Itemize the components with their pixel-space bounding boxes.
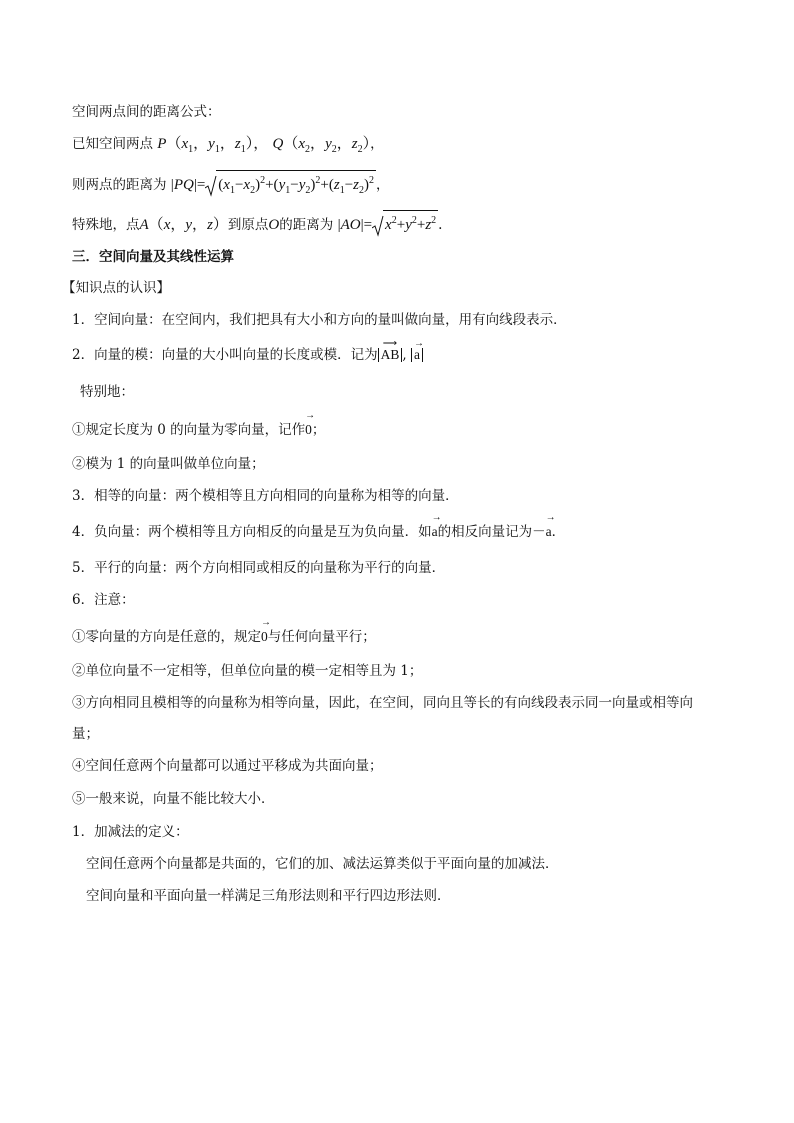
pq-formula: |PQ|= [170, 177, 206, 193]
text: 到原点 [227, 217, 269, 233]
paragraph-1: 1．空间向量：在空间内，我们把具有大小和方向的量叫做向量，用有向线段表示． [72, 312, 567, 328]
vector-a-modulus: → a [411, 348, 423, 362]
paragraph-3: 3．相等的向量：两个模相等且方向相同的向量称为相等的向量． [72, 488, 459, 504]
vector-ab-modulus: ⟶ AB [378, 348, 403, 362]
text: 2．向量的模：向量的大小叫向量的长度或模．记为 [72, 347, 378, 363]
note-3-line-2: 量； [72, 726, 99, 742]
point-o: O [268, 217, 280, 233]
origin-distance-line: 特殊地，点A（x，y，z）到原点O的距离为 |AO|= $x^2+y^2+z^2$ . [72, 210, 442, 237]
distance-formula-line: 则两点的距离为 |PQ|= $(x_1-x_2)^2+(y_1-y_2)^2+(z_1-z_2)^2$ ， [72, 170, 390, 201]
text: . [438, 217, 443, 233]
special-label: 特别地： [80, 384, 134, 400]
paragraph-6: 6．注意： [72, 592, 135, 608]
note-5: ⑤一般来说，向量不能比较大小． [72, 791, 275, 807]
text: 4．负向量：两个模相等且方向相反的向量是互为负向量．如 [72, 524, 432, 540]
point-a: A [139, 217, 149, 233]
unit-vector-item: ②模为 1 的向量叫做单位向量； [72, 456, 265, 472]
text: 已知空间两点 [72, 136, 153, 152]
text: ， [376, 177, 390, 193]
text: ①规定长度为 0 的向量为零向量，记作 [72, 422, 306, 438]
paragraph-5: 5．平行的向量：两个方向相同或相反的向量称为平行的向量． [72, 560, 446, 576]
zero-vector: 0 [305, 422, 312, 437]
vector-ab: AB [380, 347, 400, 362]
paragraph-4: 4．负向量：两个模相等且方向相反的向量是互为负向量．如 → a的相反向量记为－ → a． [72, 512, 566, 540]
zero-vector-item: ①规定长度为 0 的向量为零向量，记作 → 0； [72, 410, 326, 438]
add-sub-paragraph-1: 空间任意两个向量都是共面的，它们的加、减法运算类似于平面向量的加减法． [86, 856, 559, 872]
text: ①零向量的方向是任意的，规定 [72, 629, 261, 645]
note-3-line-1: ③方向相同且模相等的向量称为相等向量，因此，在空间，同向且等长的有向线段表示同一向量或相等向 [72, 695, 693, 711]
point-p: P [157, 136, 167, 152]
text: ， [370, 136, 384, 152]
point-q: Q [272, 136, 284, 152]
ao-formula: |AO|= [337, 217, 373, 233]
text: 与任何向量平行； [267, 629, 376, 645]
add-sub-paragraph-2: 空间向量和平面向量一样满足三角形法则和平行四边形法则． [86, 888, 451, 904]
text: 则两点的距离为 [72, 177, 167, 193]
text: ． [551, 524, 566, 540]
section-3-heading: 三．空间向量及其线性运算 [72, 249, 234, 265]
text: 特殊地，点 [72, 217, 140, 233]
distance-formula-heading: 空间两点间的距离公式： [72, 104, 221, 120]
vector-a: a [545, 524, 552, 539]
add-sub-heading: 1．加减法的定义： [72, 824, 189, 840]
vector-a: a [413, 347, 420, 362]
note-4: ④空间任意两个向量都可以通过平移成为共面向量； [72, 758, 383, 774]
paragraph-2: 2．向量的模：向量的大小叫向量的长度或模．记为 ⟶ AB , → a [72, 338, 424, 363]
vector-a: a [431, 524, 438, 539]
text: 的距离为 [279, 217, 334, 233]
text: 的相反向量记为－ [437, 524, 546, 540]
zero-vector: 0 [261, 629, 268, 644]
note-2: ②单位向量不一定相等，但单位向量的模一定相等且为 1； [72, 663, 423, 679]
text: ； [311, 422, 326, 438]
note-1: ①零向量的方向是任意的，规定 → 0与任何向量平行； [72, 617, 376, 645]
knowledge-heading: 【知识点的认识】 [62, 280, 170, 296]
two-points-line: 已知空间两点 $P(x_1$，$y_1$，$z_1$）， $Q(x_2$，$y_2$，$z_2$）， [72, 136, 384, 155]
